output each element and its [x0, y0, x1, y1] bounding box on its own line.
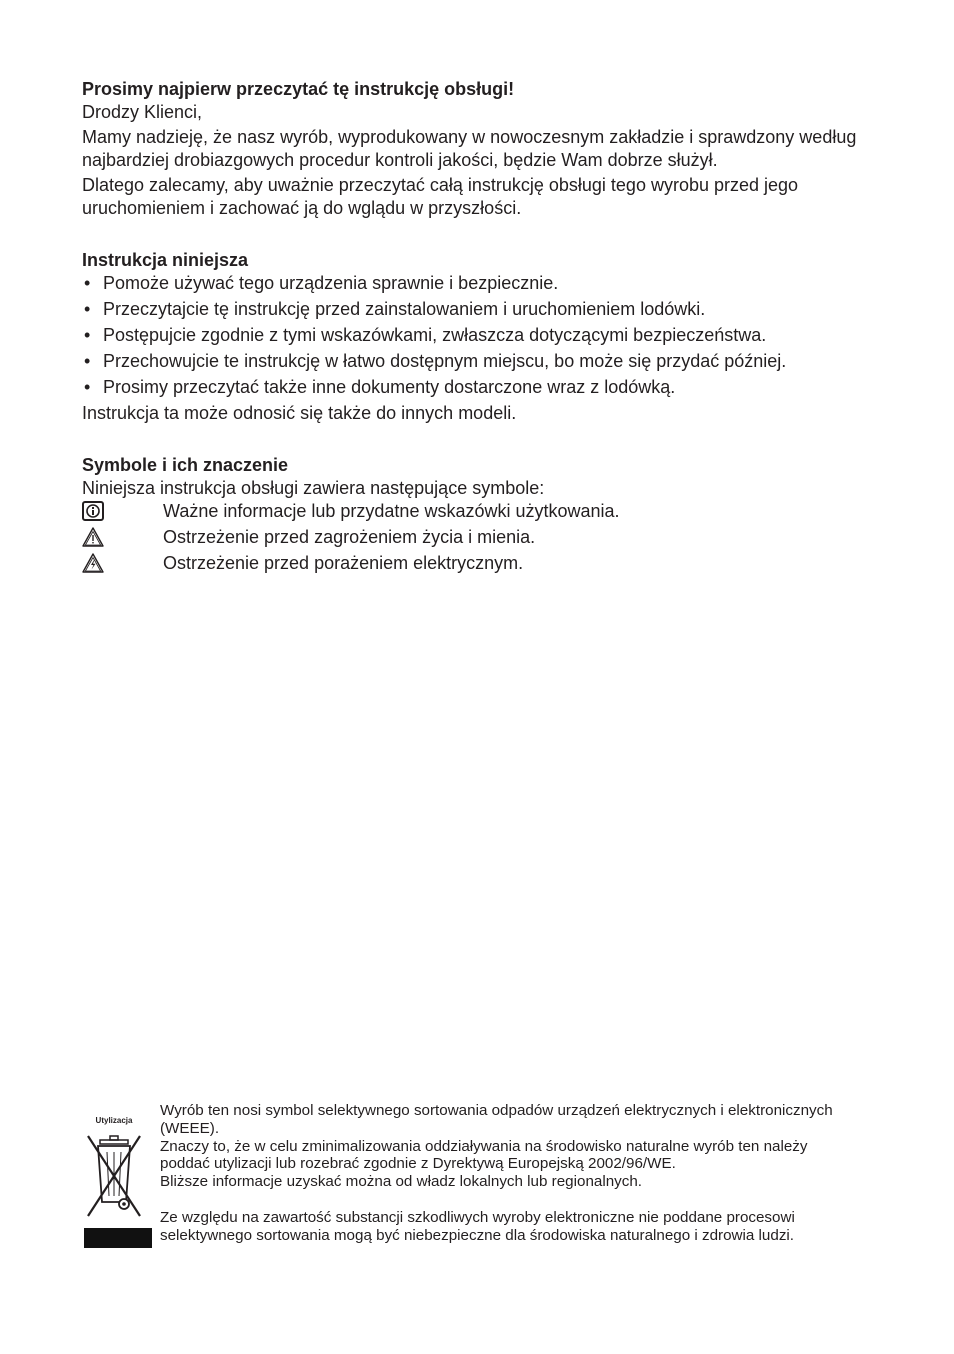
- list-item: • Prosimy przeczytać także inne dokumenty dostarczone wraz z lodówką.: [84, 377, 676, 397]
- symbol-row-warning: [82, 526, 882, 552]
- weee-line-3: Bliższe informacje uzyskać można od władz lokalnych lub regionalnych.: [160, 1173, 643, 1191]
- weee-badge: [84, 1102, 154, 1248]
- bullet-glyph: •: [84, 351, 91, 371]
- greeting: Drodzy Klienci,: [82, 102, 203, 122]
- symbol-text-info: Ważne informacje lub przydatne wskazówki użytkowania.: [163, 501, 620, 521]
- symbol-text-electric: Ostrzeżenie przed porażeniem elektrycznym.: [163, 553, 524, 573]
- weee-black-bar: [84, 1228, 152, 1248]
- models-note: Instrukcja ta może odnosić się także do innych modeli.: [82, 403, 517, 423]
- symbol-row-info: [82, 500, 882, 526]
- list-item: • Pomoże używać tego urządzenia sprawnie i bezpiecznie.: [84, 273, 559, 293]
- info-icon: [82, 501, 104, 521]
- list-item: • Przeczytajcie tę instrukcję przed zainstalowaniem i uruchomieniem lodówki.: [84, 299, 706, 319]
- bullet-glyph: •: [84, 325, 91, 345]
- weee-badge-label: Utylizacja: [95, 1116, 133, 1125]
- weee-text: [160, 1102, 850, 1245]
- intro-paragraph-1: Mamy nadzieję, że nasz wyrób, wyprodukowany w nowoczesnym zakładzie i sprawdzony według najbardziej drobiazgowych procedur kontroli jakości, będzie Wam dobrze służył.: [82, 127, 857, 170]
- crossed-bin-icon: [84, 1132, 144, 1218]
- warning-icon: [82, 527, 104, 547]
- list-item: • Przechowujcie te instrukcję w łatwo dostępnym miejscu, bo może się przydać później.: [84, 351, 787, 371]
- electric-hazard-icon: [82, 553, 104, 573]
- bullet-glyph: •: [84, 299, 91, 319]
- symbol-row-electric: [82, 552, 882, 578]
- weee-disposal-notice: [84, 1102, 864, 1272]
- symbols-heading: Symbole i ich znaczenie: [82, 455, 289, 475]
- symbol-text-warning: Ostrzeżenie przed zagrożeniem życia i mienia.: [163, 527, 536, 547]
- weee-line-4: Ze względu na zawartość substancji szkodliwych wyroby elektroniczne nie poddane procesowi selektywnego sortowania mogą być niebezpieczne dla środowiska naturalnego i zdrowia ludzi.: [160, 1208, 795, 1244]
- bullet-glyph: •: [84, 377, 91, 397]
- weee-line-1: Wyrób ten nosi symbol selektywnego sortowania odpadów urządzeń elektrycznych i elektronicznych (WEEE).: [160, 1102, 833, 1137]
- symbols-intro: Niniejsza instrukcja obsługi zawiera następujące symbole:: [82, 478, 545, 498]
- manual-page: [82, 78, 882, 578]
- weee-line-2: Znaczy to, że w celu zminimalizowania oddziaływania na środowisko naturalne wyrób ten należy poddać utylizacji lub rozebrać zgodnie z Dyrektywą Europejską 2002/96/WE.: [160, 1137, 808, 1173]
- intro-heading: Prosimy najpierw przeczytać tę instrukcję obsługi!: [82, 79, 515, 99]
- bullet-glyph: •: [84, 273, 91, 293]
- intro-paragraph-2: Dlatego zalecamy, aby uważnie przeczytać całą instrukcję obsługi tego wyrobu przed jego uruchomieniem i zachować ją do wglądu w przyszłości.: [82, 175, 799, 218]
- manual-heading: Instrukcja niniejsza: [82, 250, 249, 270]
- manual-bullet-list: [82, 272, 882, 399]
- list-item: • Postępujcie zgodnie z tymi wskazówkami, zwłaszcza dotyczącymi bezpieczeństwa.: [84, 325, 767, 345]
